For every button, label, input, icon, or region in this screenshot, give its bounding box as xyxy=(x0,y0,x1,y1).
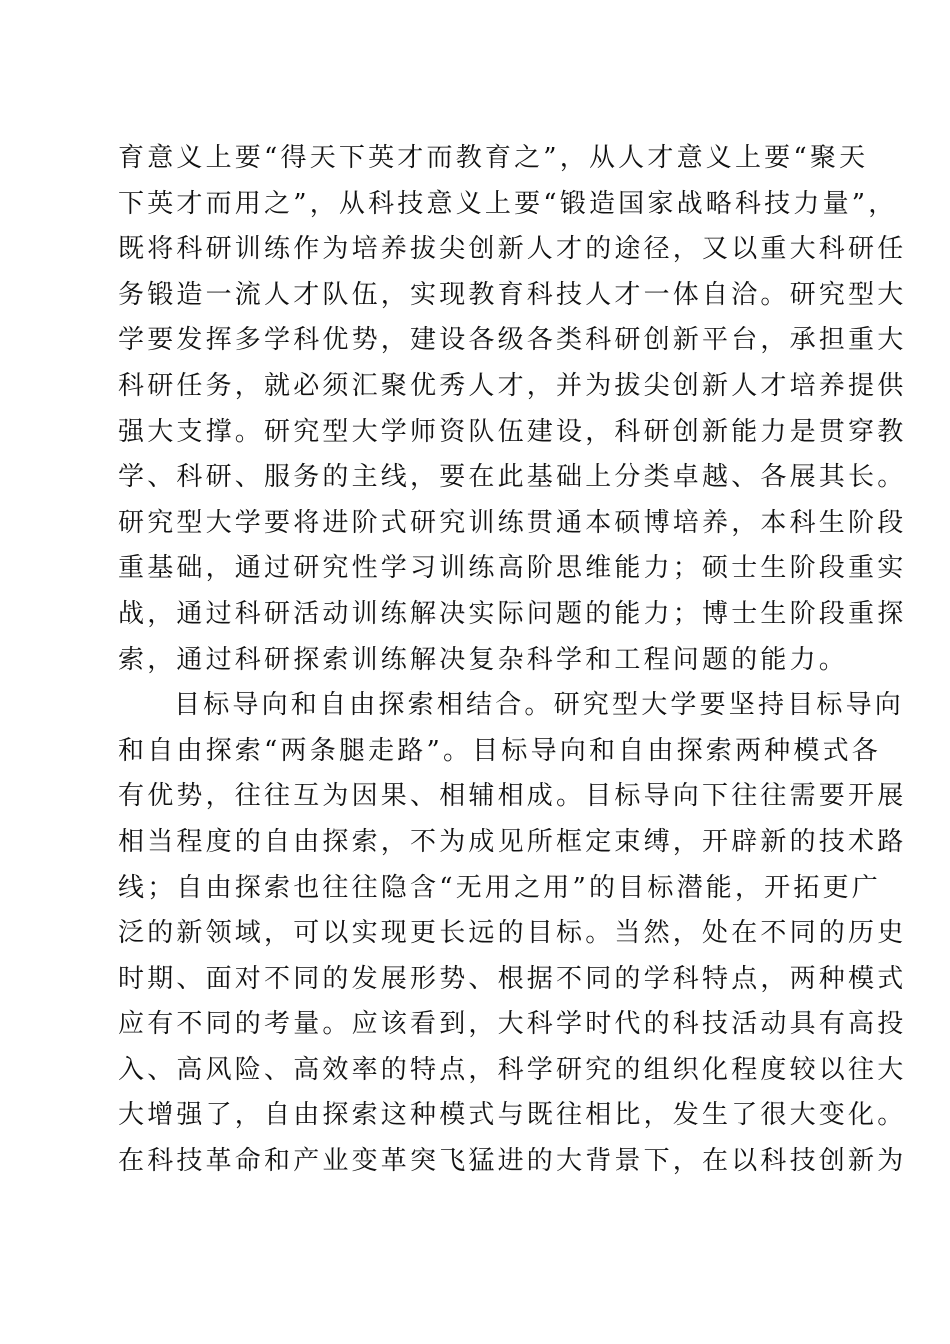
paragraph-start-line: 目标导向和自由探索相结合。研究型大学要坚持目标导向 xyxy=(174,690,905,721)
text-line: 学、科研、服务的主线，要在此基础上分类卓越、各展其长。 xyxy=(118,462,907,493)
text-line: 线；自由探索也往往隐含“无用之用”的目标潜能，开拓更广 xyxy=(118,872,881,903)
text-line: 索，通过科研探索训练解决复杂科学和工程问题的能力。 xyxy=(118,644,849,675)
text-line: 下英才而用之”，从科技意义上要“锻造国家战略科技力量”， xyxy=(118,188,898,219)
text-line: 科研任务，就必须汇聚优秀人才，并为拔尖创新人才培养提供 xyxy=(118,370,907,401)
text-line: 研究型大学要将进阶式研究训练贯通本硕博培养，本科生阶段 xyxy=(118,507,907,538)
text-line: 入、高风险、高效率的特点，科学研究的组织化程度较以往大 xyxy=(118,1054,907,1085)
text-line: 重基础，通过研究性学习训练高阶思维能力；硕士生阶段重实 xyxy=(118,553,907,584)
text-line: 有优势，往往互为因果、相辅相成。目标导向下往往需要开展 xyxy=(118,781,907,812)
text-line: 应有不同的考量。应该看到，大科学时代的科技活动具有高投 xyxy=(118,1009,907,1040)
text-line: 时期、面对不同的发展形势、根据不同的学科特点，两种模式 xyxy=(118,963,907,994)
text-line: 育意义上要“得天下英才而教育之”，从人才意义上要“聚天 xyxy=(118,143,869,173)
text-line: 在科技革命和产业变革突飞猛进的大背景下，在以科技创新为 xyxy=(118,1146,907,1177)
text-line: 既将科研训练作为培养拔尖创新人才的途径，又以重大科研任 xyxy=(118,234,907,265)
text-line: 泛的新领域，可以实现更长远的目标。当然，处在不同的历史 xyxy=(118,918,907,949)
text-line: 学要发挥多学科优势，建设各级各类科研创新平台，承担重大 xyxy=(118,325,907,356)
text-line: 相当程度的自由探索，不为成见所框定束缚，开辟新的技术路 xyxy=(118,826,907,857)
text-line: 大增强了，自由探索这种模式与既往相比，发生了很大变化。 xyxy=(118,1100,907,1131)
text-line: 战，通过科研活动训练解决实际问题的能力；博士生阶段重探 xyxy=(118,598,907,629)
text-line: 和自由探索“两条腿走路”。目标导向和自由探索两种模式各 xyxy=(118,735,881,766)
text-line: 务锻造一流人才队伍，实现教育科技人才一体自洽。研究型大 xyxy=(118,279,907,310)
text-line: 强大支撑。研究型大学师资队伍建设，科研创新能力是贯穿教 xyxy=(118,416,907,447)
body-text xyxy=(118,136,907,1185)
